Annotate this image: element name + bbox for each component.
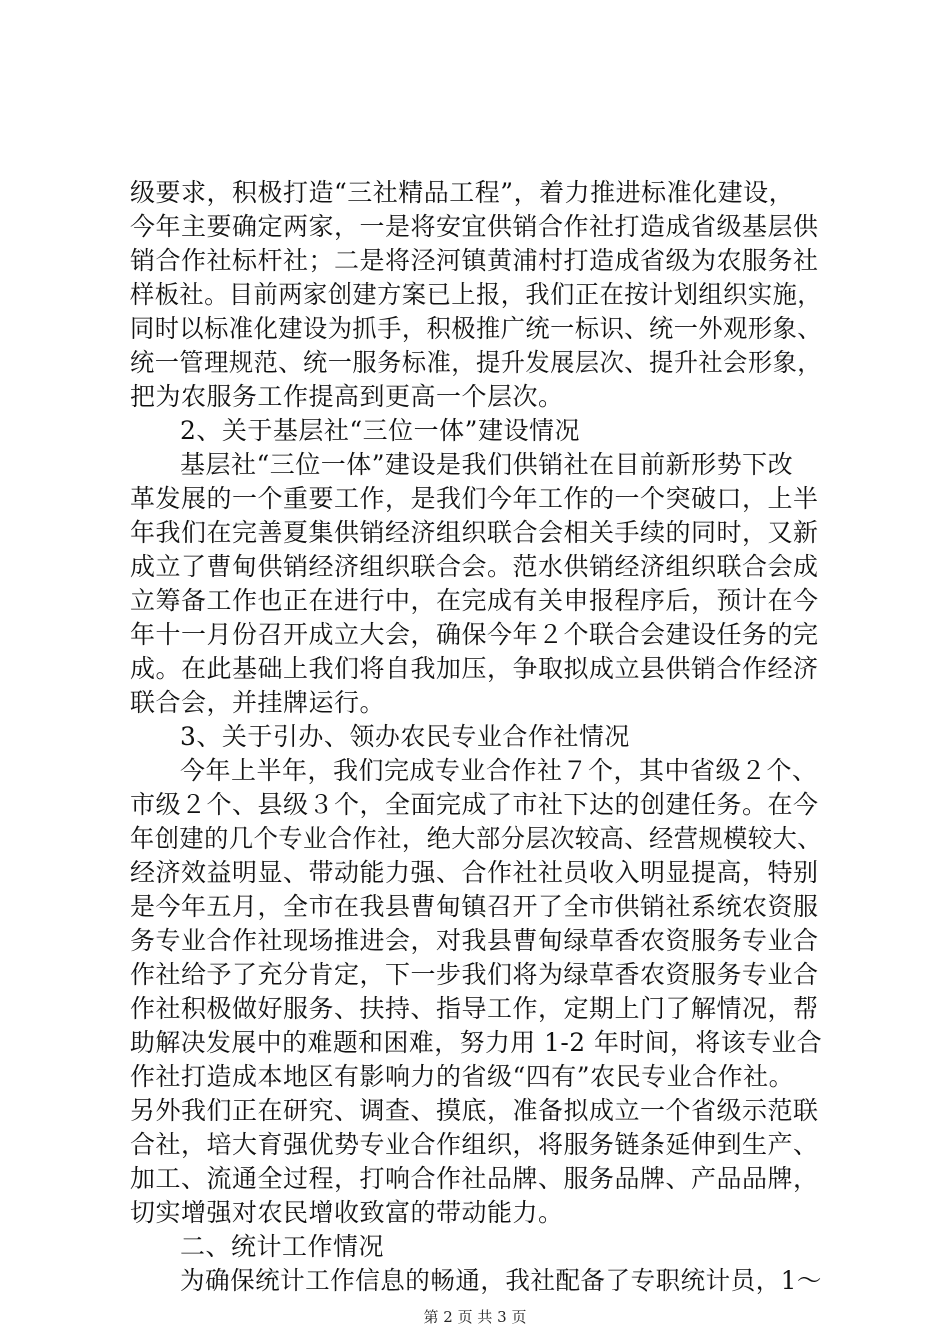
text-line: 为确保统计工作信息的畅通，我社配备了专职统计员，1～: [180, 1266, 822, 1295]
text-line: 销合作社标杆社；二是将泾河镇黄浦村打造成省级为农服务社: [130, 246, 819, 275]
text-line: 成立了曹甸供销经济组织联合会。范水供销经济组织联合会成: [130, 552, 819, 581]
text-line: 革发展的一个重要工作，是我们今年工作的一个突破口，上半: [130, 484, 819, 513]
text-line: 加工、流通全过程，打响合作社品牌、服务品牌、产品品牌，: [130, 1164, 819, 1193]
text-line: 合社，培大育强优势专业合作组织，将服务链条延伸到生产、: [130, 1130, 819, 1159]
text-line: 作社给予了充分肯定，下一步我们将为绿草香农资服务专业合: [130, 960, 819, 989]
text-line: 作社打造成本地区有影响力的省级“四有”农民专业合作社。: [130, 1062, 795, 1091]
section-heading: 3、关于引办、领办农民专业合作社情况: [180, 722, 630, 751]
text-line: 成。在此基础上我们将自我加压，争取拟成立县供销合作经济: [130, 654, 819, 683]
text-line: 今年上半年，我们完成专业合作社７个，其中省级２个、: [180, 756, 818, 785]
text-line: 切实增强对农民增收致富的带动能力。: [130, 1198, 564, 1227]
text-line: 把为农服务工作提高到更高一个层次。: [130, 382, 564, 411]
text-line: 统一管理规范、统一服务标准，提升发展层次、提升社会形象，: [130, 348, 823, 377]
text-line: 是今年五月，全市在我县曹甸镇召开了全市供销社系统农资服: [130, 892, 819, 921]
text-line: 年十一月份召开成立大会，确保今年２个联合会建设任务的完: [130, 620, 819, 649]
text-line: 立筹备工作也正在进行中，在完成有关申报程序后，预计在今: [130, 586, 819, 615]
text-line: 经济效益明显、带动能力强、合作社社员收入明显提高，特别: [130, 858, 819, 887]
section-heading: 二、统计工作情况: [180, 1232, 385, 1261]
text-line: 年创建的几个专业合作社，绝大部分层次较高、经营规模较大、: [130, 824, 823, 853]
text-line: 联合会，并挂牌运行。: [130, 688, 386, 717]
text-line: 市级２个、县级３个，全面完成了市社下达的创建任务。在今: [130, 790, 819, 819]
text-line: 务专业合作社现场推进会，对我县曹甸绿草香农资服务专业合: [130, 926, 819, 955]
text-line: 基层社“三位一体”建设是我们供销社在目前新形势下改: [180, 450, 794, 479]
text-line: 同时以标准化建设为抓手，积极推广统一标识、统一外观形象、: [130, 314, 823, 343]
text-line: 样板社。目前两家创建方案已上报，我们正在按计划组织实施，: [130, 280, 823, 309]
text-line: 作社积极做好服务、扶持、指导工作，定期上门了解情况，帮: [130, 994, 819, 1023]
text-line: 年我们在完善夏集供销经济组织联合会相关手续的同时，又新: [130, 518, 819, 547]
text-line: 今年主要确定两家，一是将安宜供销合作社打造成省级基层供: [130, 212, 819, 241]
text-line: 另外我们正在研究、调查、摸底，准备拟成立一个省级示范联: [130, 1096, 819, 1125]
page-number-footer: 第 2 页 共 3 页: [423, 1308, 527, 1326]
text-line: 级要求，积极打造“三社精品工程”，着力推进标准化建设，: [130, 178, 795, 207]
section-heading: 2、关于基层社“三位一体”建设情况: [180, 416, 580, 445]
text-line: 助解决发展中的难题和困难，努力用 1-2 年时间，将该专业合: [130, 1028, 823, 1057]
